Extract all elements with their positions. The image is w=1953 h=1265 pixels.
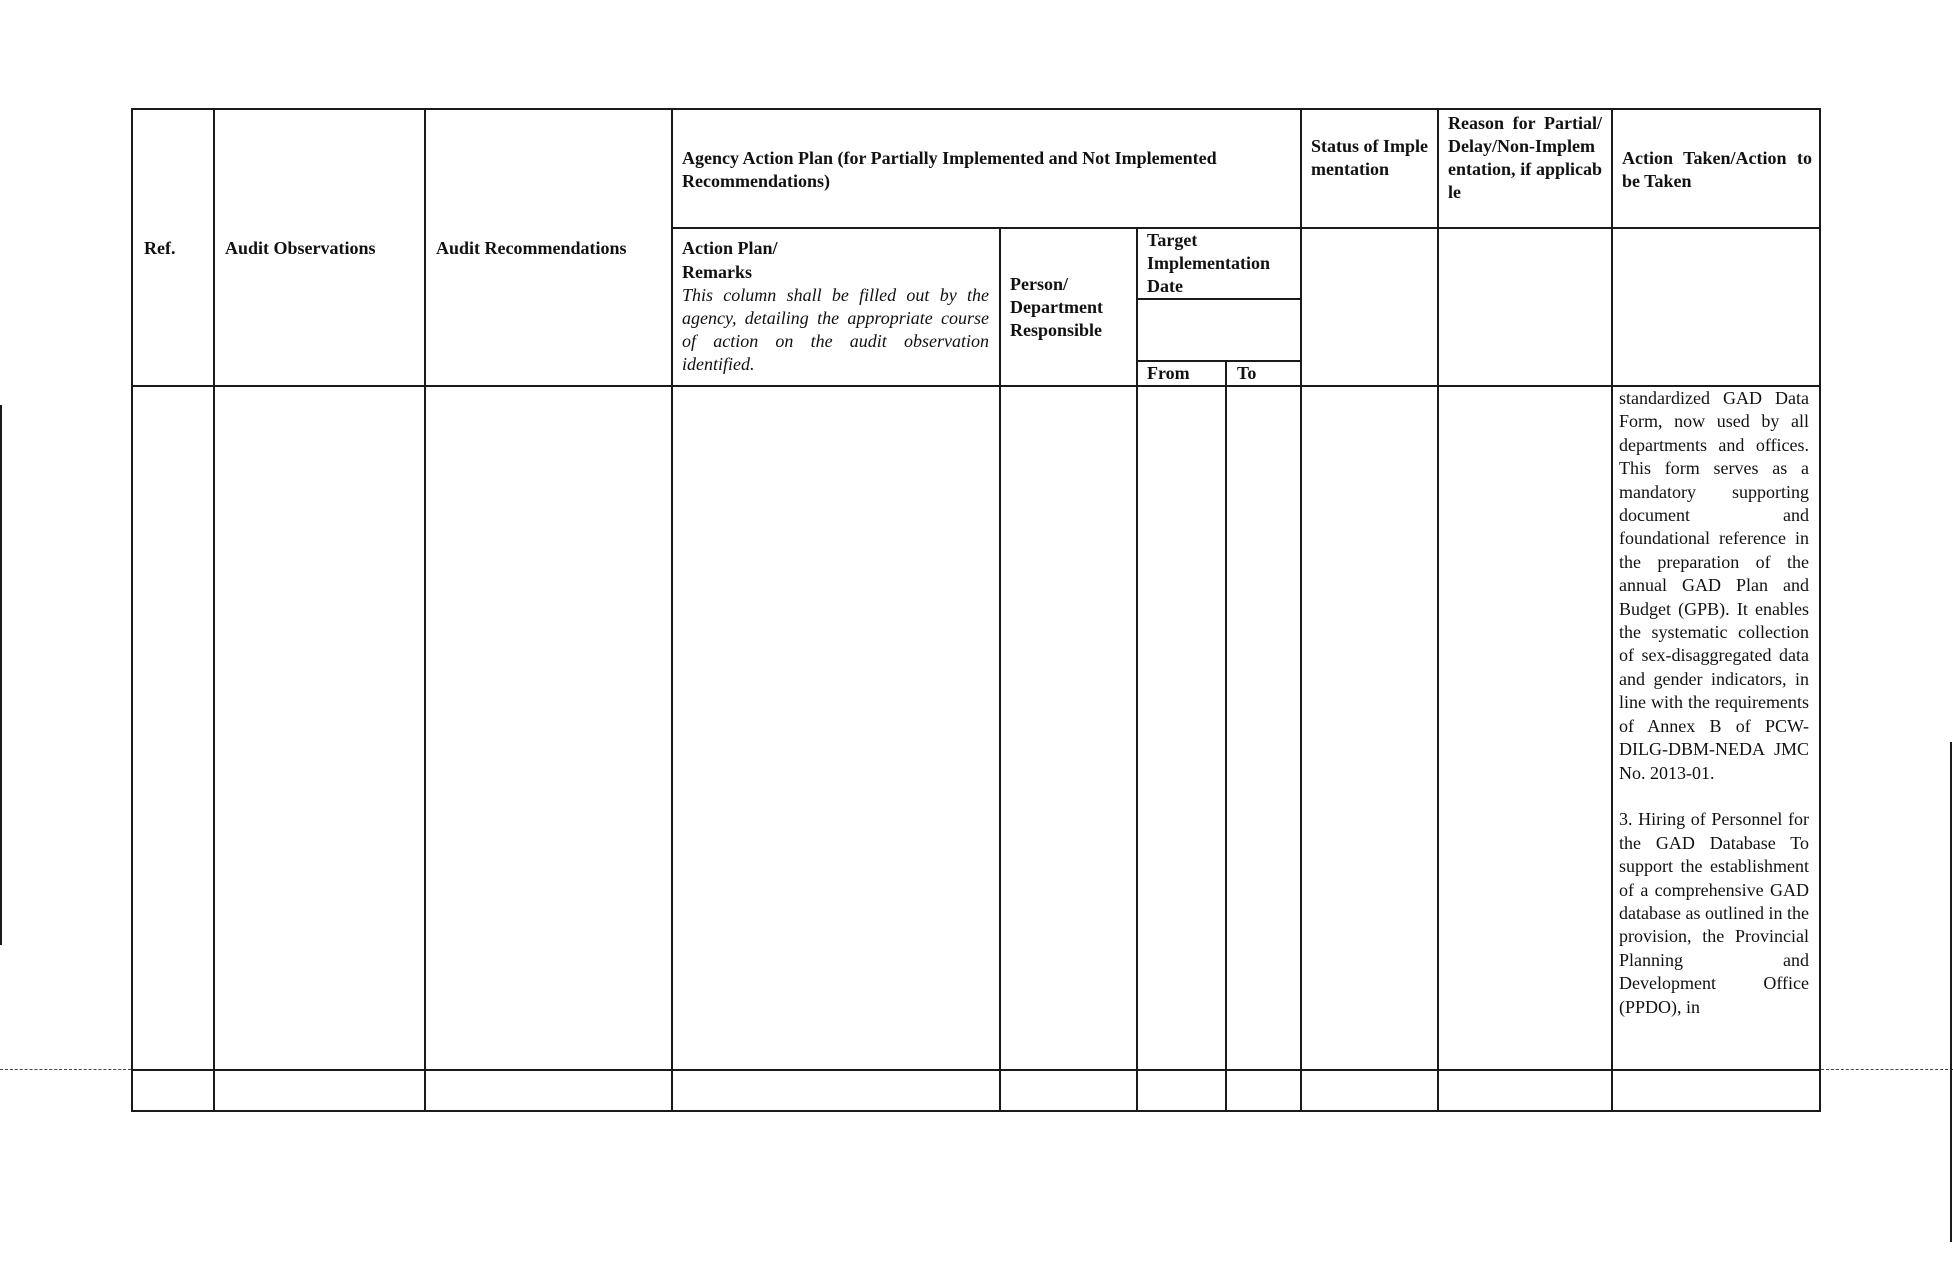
- row-break-line: [131, 1069, 1821, 1071]
- col-border-4: [999, 227, 1001, 1112]
- col-border-5: [1136, 227, 1138, 1112]
- margin-mark-right: [1950, 742, 1952, 1242]
- person-responsible-line-3: Responsible: [1010, 320, 1103, 340]
- cut-mark-left: [0, 1069, 131, 1070]
- action-taken-paragraph-2: 3. Hiring of Personnel for the GAD Database To support the establishment of a comprehensive GAD database as outlined in the provision, the Provincial Planning and Development Office (PPDO), in: [1619, 809, 1809, 1017]
- col-border-1: [213, 108, 215, 1112]
- action-plan-title: Action Plan/: [682, 238, 778, 258]
- action-taken-cell: [1619, 387, 1809, 1019]
- audit-observations-header: Audit Observations: [225, 238, 376, 258]
- status-header: Status of Implementation: [1311, 136, 1429, 179]
- cut-mark-right: [1821, 1069, 1953, 1070]
- col-border-6: [1225, 360, 1227, 1112]
- header-bottom-border: [131, 385, 1821, 387]
- margin-mark-left: [0, 405, 2, 945]
- from-header: From: [1147, 363, 1190, 383]
- action-taken-header: Action Taken/Action to be Taken: [1622, 148, 1812, 191]
- col-border-3: [671, 108, 673, 1112]
- agency-action-plan-header: Agency Action Plan (for Partially Implemented and Not Implemented Recommendations): [682, 148, 1217, 191]
- table-top-border: [131, 108, 1821, 110]
- col-border-10: [1819, 108, 1821, 1112]
- col-border-0: [131, 108, 133, 1112]
- audit-recommendations-header: Audit Recommendations: [436, 238, 627, 258]
- target-date-header: Target Implementation Date: [1147, 230, 1270, 296]
- target-date-divider: [1136, 298, 1300, 300]
- to-header: To: [1237, 363, 1257, 383]
- reason-header: Reason for Partial/Delay/Non-Implementation, if applicable: [1448, 113, 1602, 202]
- action-plan-remarks: Remarks: [682, 262, 752, 282]
- person-responsible-line-1: Person/: [1010, 274, 1068, 294]
- col-border-2: [424, 108, 426, 1112]
- col-border-7: [1300, 108, 1302, 1112]
- col-border-9: [1611, 108, 1613, 1112]
- col-border-8: [1437, 108, 1439, 1112]
- person-responsible-line-2: Department: [1010, 297, 1103, 317]
- action-plan-note: This column shall be filled out by the agency, detailing the appropriate course of action on the audit observation identified.: [682, 285, 989, 374]
- table-bottom-border: [131, 1110, 1821, 1112]
- ref-header: Ref.: [144, 238, 176, 258]
- action-taken-paragraph-1: standardized GAD Data Form, now used by all departments and offices. This form serves as a mandatory supporting document and foundational reference in the preparation of the annual GAD Plan and Budget (GPB). It enables the systematic collection of sex-disaggregated data and gender indicators, in line with the requirements of Annex B of PCW-DILG-DBM-NEDA JMC No. 2013-01.: [1619, 388, 1809, 783]
